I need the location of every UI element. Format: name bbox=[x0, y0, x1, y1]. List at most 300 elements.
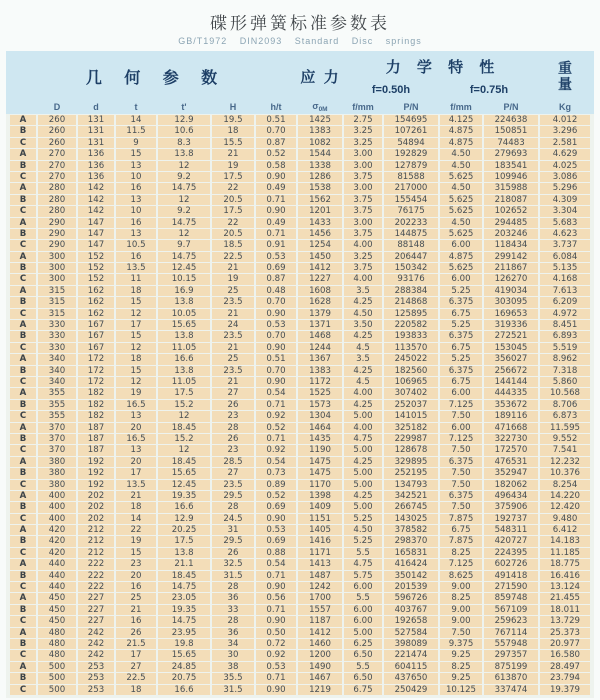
data-cell: 144144 bbox=[484, 377, 538, 387]
data-cell: 25.373 bbox=[540, 628, 590, 638]
data-cell: 162 bbox=[78, 309, 114, 319]
data-cell: 4.50 bbox=[440, 218, 482, 228]
data-cell: 0.71 bbox=[256, 434, 296, 444]
row-series-cell: C bbox=[10, 650, 36, 660]
data-cell: 38 bbox=[212, 662, 254, 672]
data-cell: 10 bbox=[116, 206, 156, 216]
data-cell: 4.012 bbox=[540, 115, 590, 125]
data-cell: 1412 bbox=[298, 263, 342, 273]
data-cell: 6.893 bbox=[540, 331, 590, 341]
data-cell: 81588 bbox=[384, 172, 438, 182]
data-cell: 202 bbox=[78, 514, 114, 524]
data-cell: 24 bbox=[212, 320, 254, 330]
row-series-cell: A bbox=[10, 183, 36, 193]
data-cell: 450 bbox=[38, 616, 76, 626]
data-cell: 16.9 bbox=[158, 286, 210, 296]
data-cell: 22.5 bbox=[212, 252, 254, 262]
data-cell: 480 bbox=[38, 650, 76, 660]
data-cell: 13 bbox=[116, 161, 156, 171]
data-cell: 7.875 bbox=[440, 536, 482, 546]
data-cell: 7.125 bbox=[440, 559, 482, 569]
data-cell: 13.5 bbox=[116, 263, 156, 273]
data-cell: 28 bbox=[212, 502, 254, 512]
data-cell: 19.35 bbox=[158, 605, 210, 615]
data-cell: 28 bbox=[212, 582, 254, 592]
data-cell: 356027 bbox=[484, 354, 538, 364]
data-cell: 419034 bbox=[484, 286, 538, 296]
data-cell: 8.25 bbox=[440, 662, 482, 672]
data-cell: 147 bbox=[78, 240, 114, 250]
row-series-cell: A bbox=[10, 593, 36, 603]
row-series-cell: B bbox=[10, 605, 36, 615]
row-series-cell: B bbox=[10, 161, 36, 171]
data-cell: 16.5 bbox=[116, 434, 156, 444]
data-cell: 0.52 bbox=[256, 423, 296, 433]
data-cell: 222 bbox=[78, 582, 114, 592]
row-series-cell: B bbox=[10, 673, 36, 683]
data-cell: 4.629 bbox=[540, 149, 590, 159]
data-cell: 0.49 bbox=[256, 218, 296, 228]
sigma-symbol: σ bbox=[312, 100, 319, 111]
data-cell: 420 bbox=[38, 525, 76, 535]
data-cell: 6.209 bbox=[540, 297, 590, 307]
data-cell: 18 bbox=[116, 286, 156, 296]
data-cell: 1172 bbox=[298, 377, 342, 387]
data-cell: 9.2 bbox=[158, 172, 210, 182]
data-cell: 12 bbox=[116, 309, 156, 319]
data-cell: 4.00 bbox=[344, 274, 382, 284]
data-cell: 1409 bbox=[298, 502, 342, 512]
data-cell: 300 bbox=[38, 263, 76, 273]
data-cell: 8.3 bbox=[158, 138, 210, 148]
data-cell: 1416 bbox=[298, 536, 342, 546]
data-cell: 403767 bbox=[384, 605, 438, 615]
col-header-H: H bbox=[229, 101, 237, 112]
data-cell: 5.00 bbox=[344, 468, 382, 478]
data-grid bbox=[6, 114, 594, 698]
data-cell: 4.00 bbox=[344, 423, 382, 433]
data-cell: 19 bbox=[116, 388, 156, 398]
data-cell: 253 bbox=[78, 685, 114, 695]
data-cell: 0.88 bbox=[256, 548, 296, 558]
data-cell: 214868 bbox=[384, 297, 438, 307]
data-cell: 15 bbox=[116, 366, 156, 376]
page-title: 碟形弹簧标准参数表 bbox=[210, 14, 390, 34]
data-cell: 15.5 bbox=[212, 138, 254, 148]
data-cell: 252195 bbox=[384, 468, 438, 478]
data-cell: 16 bbox=[116, 616, 156, 626]
data-cell: 6.375 bbox=[440, 457, 482, 467]
data-cell: 11.05 bbox=[158, 377, 210, 387]
data-cell: 500 bbox=[38, 685, 76, 695]
data-cell: 3.25 bbox=[344, 138, 382, 148]
data-cell: 19.5 bbox=[212, 115, 254, 125]
data-cell: 14 bbox=[116, 115, 156, 125]
data-cell: 420 bbox=[38, 548, 76, 558]
data-cell: 0.90 bbox=[256, 514, 296, 524]
data-cell: 23.5 bbox=[212, 331, 254, 341]
data-cell: 220582 bbox=[384, 320, 438, 330]
data-cell: 1398 bbox=[298, 491, 342, 501]
data-cell: 548311 bbox=[484, 525, 538, 535]
data-cell: 20 bbox=[116, 457, 156, 467]
data-cell: 206447 bbox=[384, 252, 438, 262]
data-cell: 153045 bbox=[484, 343, 538, 353]
data-cell: 10.125 bbox=[440, 685, 482, 695]
data-cell: 3.5 bbox=[344, 354, 382, 364]
data-cell: 192829 bbox=[384, 149, 438, 159]
row-series-cell: A bbox=[10, 320, 36, 330]
data-cell: 0.89 bbox=[256, 480, 296, 490]
data-cell: 315988 bbox=[484, 183, 538, 193]
row-series-cell: A bbox=[10, 662, 36, 672]
row-series-cell: C bbox=[10, 377, 36, 387]
data-cell: 527584 bbox=[384, 628, 438, 638]
data-cell: 7.125 bbox=[440, 400, 482, 410]
data-cell: 480 bbox=[38, 639, 76, 649]
data-cell: 162 bbox=[78, 286, 114, 296]
data-cell: 32.5 bbox=[212, 559, 254, 569]
data-cell: 355 bbox=[38, 411, 76, 421]
data-cell: 33 bbox=[212, 605, 254, 615]
data-cell: 12 bbox=[158, 445, 210, 455]
data-cell: 12 bbox=[116, 377, 156, 387]
data-cell: 1187 bbox=[298, 616, 342, 626]
data-cell: 21 bbox=[116, 491, 156, 501]
data-cell: 5.625 bbox=[440, 195, 482, 205]
data-cell: 10.15 bbox=[158, 274, 210, 284]
data-cell: 1475 bbox=[298, 457, 342, 467]
data-cell: 260 bbox=[38, 138, 76, 148]
data-cell: 9.25 bbox=[440, 650, 482, 660]
data-cell: 0.90 bbox=[256, 343, 296, 353]
data-cell: 4.25 bbox=[344, 297, 382, 307]
data-cell: 201539 bbox=[384, 582, 438, 592]
data-cell: 859748 bbox=[484, 593, 538, 603]
data-cell: 6.084 bbox=[540, 252, 590, 262]
row-series-cell: B bbox=[10, 639, 36, 649]
data-cell: 142 bbox=[78, 195, 114, 205]
data-cell: 4.00 bbox=[344, 240, 382, 250]
data-cell: 3.50 bbox=[344, 320, 382, 330]
data-cell: 4.50 bbox=[344, 525, 382, 535]
data-cell: 131 bbox=[78, 138, 114, 148]
data-cell: 6.25 bbox=[344, 639, 382, 649]
data-cell: 76175 bbox=[384, 206, 438, 216]
data-cell: 152 bbox=[78, 263, 114, 273]
data-cell: 3.75 bbox=[344, 263, 382, 273]
data-cell: 5.5 bbox=[344, 662, 382, 672]
data-cell: 11.05 bbox=[158, 343, 210, 353]
data-cell: 13 bbox=[116, 195, 156, 205]
data-cell: 229987 bbox=[384, 434, 438, 444]
data-cell: 5.25 bbox=[440, 354, 482, 364]
data-cell: 14.75 bbox=[158, 183, 210, 193]
data-cell: 224395 bbox=[484, 548, 538, 558]
data-cell: 307402 bbox=[384, 388, 438, 398]
data-cell: 6.50 bbox=[344, 650, 382, 660]
data-cell: 12 bbox=[158, 411, 210, 421]
data-cell: 14 bbox=[116, 514, 156, 524]
data-cell: 5.00 bbox=[344, 411, 382, 421]
data-cell: 1460 bbox=[298, 639, 342, 649]
data-cell: 4.125 bbox=[440, 115, 482, 125]
data-cell: 420 bbox=[38, 536, 76, 546]
row-series-cell: B bbox=[10, 434, 36, 444]
data-cell: 126270 bbox=[484, 274, 538, 284]
data-cell: 8.625 bbox=[440, 571, 482, 581]
data-cell: 16.580 bbox=[540, 650, 590, 660]
data-cell: 256672 bbox=[484, 366, 538, 376]
row-series-cell: B bbox=[10, 126, 36, 136]
data-cell: 0.73 bbox=[256, 468, 296, 478]
data-cell: 19 bbox=[116, 536, 156, 546]
data-cell: 23.5 bbox=[212, 297, 254, 307]
row-series-cell: A bbox=[10, 286, 36, 296]
data-cell: 12.9 bbox=[158, 115, 210, 125]
data-cell: 36 bbox=[212, 628, 254, 638]
data-cell: 187 bbox=[78, 434, 114, 444]
data-cell: 12.420 bbox=[540, 502, 590, 512]
data-cell: 131 bbox=[78, 126, 114, 136]
data-cell: 20 bbox=[116, 423, 156, 433]
data-cell: 420727 bbox=[484, 536, 538, 546]
col-header-kg: Kg bbox=[559, 101, 571, 112]
data-cell: 1538 bbox=[298, 183, 342, 193]
data-cell: 1435 bbox=[298, 434, 342, 444]
data-cell: 1413 bbox=[298, 559, 342, 569]
data-cell: 3.75 bbox=[344, 229, 382, 239]
data-cell: 5.683 bbox=[540, 218, 590, 228]
data-cell: 319336 bbox=[484, 320, 538, 330]
data-cell: 300 bbox=[38, 252, 76, 262]
data-cell: 1304 bbox=[298, 411, 342, 421]
data-cell: 242 bbox=[78, 639, 114, 649]
data-cell: 13.124 bbox=[540, 582, 590, 592]
data-cell: 5.135 bbox=[540, 263, 590, 273]
data-cell: 21.455 bbox=[540, 593, 590, 603]
data-cell: 8.451 bbox=[540, 320, 590, 330]
row-series-cell: A bbox=[10, 218, 36, 228]
data-cell: 142 bbox=[78, 183, 114, 193]
data-cell: 6.00 bbox=[440, 388, 482, 398]
data-cell: 16.5 bbox=[116, 400, 156, 410]
data-cell: 6.873 bbox=[540, 411, 590, 421]
data-cell: 16 bbox=[116, 582, 156, 592]
data-cell: 13.8 bbox=[158, 331, 210, 341]
data-cell: 144875 bbox=[384, 229, 438, 239]
data-cell: 12 bbox=[158, 229, 210, 239]
data-cell: 34 bbox=[212, 639, 254, 649]
data-cell: 182062 bbox=[484, 480, 538, 490]
data-cell: 0.51 bbox=[256, 354, 296, 364]
data-cell: 1456 bbox=[298, 229, 342, 239]
row-series-cell: C bbox=[10, 309, 36, 319]
group-header-geometry: 几 何 参 数 bbox=[85, 69, 221, 87]
data-cell: 28 bbox=[212, 423, 254, 433]
data-cell: 25 bbox=[116, 593, 156, 603]
data-cell: 300 bbox=[38, 274, 76, 284]
data-cell: 21 bbox=[212, 309, 254, 319]
data-cell: 134793 bbox=[384, 480, 438, 490]
data-cell: 21.5 bbox=[116, 639, 156, 649]
data-cell: 279693 bbox=[484, 149, 538, 159]
data-cell: 557948 bbox=[484, 639, 538, 649]
data-cell: 0.58 bbox=[256, 161, 296, 171]
data-cell: 211867 bbox=[484, 263, 538, 273]
data-cell: 21 bbox=[116, 605, 156, 615]
data-cell: 6.75 bbox=[440, 377, 482, 387]
page-subtitle: GB/T1972 DIN2093 Standard Disc springs bbox=[178, 36, 422, 46]
data-cell: 315 bbox=[38, 309, 76, 319]
data-cell: 26 bbox=[212, 548, 254, 558]
data-cell: 375906 bbox=[484, 502, 538, 512]
data-cell: 0.49 bbox=[256, 183, 296, 193]
row-series-cell: B bbox=[10, 502, 36, 512]
data-cell: 9.00 bbox=[440, 582, 482, 592]
data-cell: 14.75 bbox=[158, 252, 210, 262]
data-cell: 15.2 bbox=[158, 400, 210, 410]
row-series-cell: B bbox=[10, 297, 36, 307]
data-cell: 1700 bbox=[298, 593, 342, 603]
data-cell: 250429 bbox=[384, 685, 438, 695]
data-cell: 7.318 bbox=[540, 366, 590, 376]
subheader-f-075h: f=0.75h bbox=[469, 83, 509, 96]
data-cell: 17.5 bbox=[212, 206, 254, 216]
data-cell: 1227 bbox=[298, 274, 342, 284]
row-series-cell: C bbox=[10, 548, 36, 558]
data-cell: 1475 bbox=[298, 468, 342, 478]
data-cell: 27 bbox=[212, 468, 254, 478]
data-cell: 192658 bbox=[384, 616, 438, 626]
data-cell: 1557 bbox=[298, 605, 342, 615]
data-cell: 18.45 bbox=[158, 571, 210, 581]
data-cell: 370 bbox=[38, 445, 76, 455]
data-cell: 15.65 bbox=[158, 320, 210, 330]
data-cell: 9.7 bbox=[158, 240, 210, 250]
data-cell: 202 bbox=[78, 491, 114, 501]
data-cell: 8.962 bbox=[540, 354, 590, 364]
data-cell: 150851 bbox=[484, 126, 538, 136]
data-cell: 1254 bbox=[298, 240, 342, 250]
data-cell: 3.00 bbox=[344, 183, 382, 193]
data-cell: 25 bbox=[212, 354, 254, 364]
data-cell: 0.56 bbox=[256, 593, 296, 603]
data-cell: 330 bbox=[38, 331, 76, 341]
data-cell: 10.6 bbox=[158, 126, 210, 136]
data-cell: 13 bbox=[116, 229, 156, 239]
data-cell: 6.75 bbox=[344, 685, 382, 695]
data-cell: 6.00 bbox=[344, 582, 382, 592]
data-cell: 222 bbox=[78, 559, 114, 569]
data-cell: 54894 bbox=[384, 138, 438, 148]
data-cell: 16.6 bbox=[158, 685, 210, 695]
data-cell: 12.232 bbox=[540, 457, 590, 467]
data-cell: 125895 bbox=[384, 309, 438, 319]
spec-table bbox=[6, 51, 594, 698]
data-cell: 5.00 bbox=[344, 445, 382, 455]
data-cell: 0.53 bbox=[256, 320, 296, 330]
data-cell: 172 bbox=[78, 354, 114, 364]
data-cell: 370 bbox=[38, 434, 76, 444]
data-cell: 155454 bbox=[384, 195, 438, 205]
data-cell: 0.52 bbox=[256, 149, 296, 159]
data-cell: 1487 bbox=[298, 571, 342, 581]
row-series-cell: C bbox=[10, 616, 36, 626]
data-cell: 3.296 bbox=[540, 126, 590, 136]
row-series-cell: A bbox=[10, 354, 36, 364]
data-cell: 7.875 bbox=[440, 514, 482, 524]
data-cell: 21 bbox=[212, 263, 254, 273]
data-cell: 5.625 bbox=[440, 263, 482, 273]
data-cell: 23.95 bbox=[158, 628, 210, 638]
data-cell: 4.75 bbox=[344, 559, 382, 569]
data-cell: 1201 bbox=[298, 206, 342, 216]
col-header-t: t bbox=[134, 101, 138, 112]
data-cell: 7.50 bbox=[440, 468, 482, 478]
data-cell: 3.75 bbox=[344, 195, 382, 205]
row-series-cell: B bbox=[10, 571, 36, 581]
data-cell: 21 bbox=[212, 343, 254, 353]
data-cell: 280 bbox=[38, 195, 76, 205]
data-cell: 294485 bbox=[484, 218, 538, 228]
row-series-cell: C bbox=[10, 411, 36, 421]
data-cell: 31.5 bbox=[212, 571, 254, 581]
data-cell: 280 bbox=[38, 183, 76, 193]
row-series-cell: B bbox=[10, 366, 36, 376]
data-cell: 13 bbox=[116, 411, 156, 421]
data-cell: 5.625 bbox=[440, 206, 482, 216]
data-cell: 12.45 bbox=[158, 480, 210, 490]
data-cell: 192 bbox=[78, 468, 114, 478]
data-cell: 4.025 bbox=[540, 161, 590, 171]
data-cell: 0.54 bbox=[256, 457, 296, 467]
data-cell: 5.519 bbox=[540, 343, 590, 353]
row-series-cell: B bbox=[10, 468, 36, 478]
data-cell: 0.70 bbox=[256, 331, 296, 341]
data-cell: 11 bbox=[116, 274, 156, 284]
data-cell: 10.568 bbox=[540, 388, 590, 398]
data-cell: 5.860 bbox=[540, 377, 590, 387]
data-cell: 1242 bbox=[298, 582, 342, 592]
data-cell: 280 bbox=[38, 206, 76, 216]
data-cell: 0.53 bbox=[256, 252, 296, 262]
data-cell: 1244 bbox=[298, 343, 342, 353]
data-cell: 10.05 bbox=[158, 309, 210, 319]
group-header-weight bbox=[540, 60, 590, 92]
data-cell: 0.71 bbox=[256, 195, 296, 205]
data-cell: 3.00 bbox=[344, 218, 382, 228]
data-cell: 4.309 bbox=[540, 195, 590, 205]
data-cell: 13.8 bbox=[158, 366, 210, 376]
data-cell: 23.05 bbox=[158, 593, 210, 603]
data-cell: 380 bbox=[38, 457, 76, 467]
data-cell: 3.5 bbox=[344, 286, 382, 296]
data-cell: 1468 bbox=[298, 331, 342, 341]
data-cell: 16 bbox=[116, 252, 156, 262]
data-cell: 7.50 bbox=[440, 445, 482, 455]
data-cell: 0.69 bbox=[256, 502, 296, 512]
data-cell: 290 bbox=[38, 229, 76, 239]
data-cell: 182560 bbox=[384, 366, 438, 376]
data-cell: 4.875 bbox=[440, 126, 482, 136]
data-cell: 2.75 bbox=[344, 115, 382, 125]
data-cell: 253 bbox=[78, 662, 114, 672]
data-cell: 3.25 bbox=[344, 126, 382, 136]
data-cell: 5.25 bbox=[440, 286, 482, 296]
data-cell: 0.51 bbox=[256, 115, 296, 125]
data-cell: 29.5 bbox=[212, 536, 254, 546]
